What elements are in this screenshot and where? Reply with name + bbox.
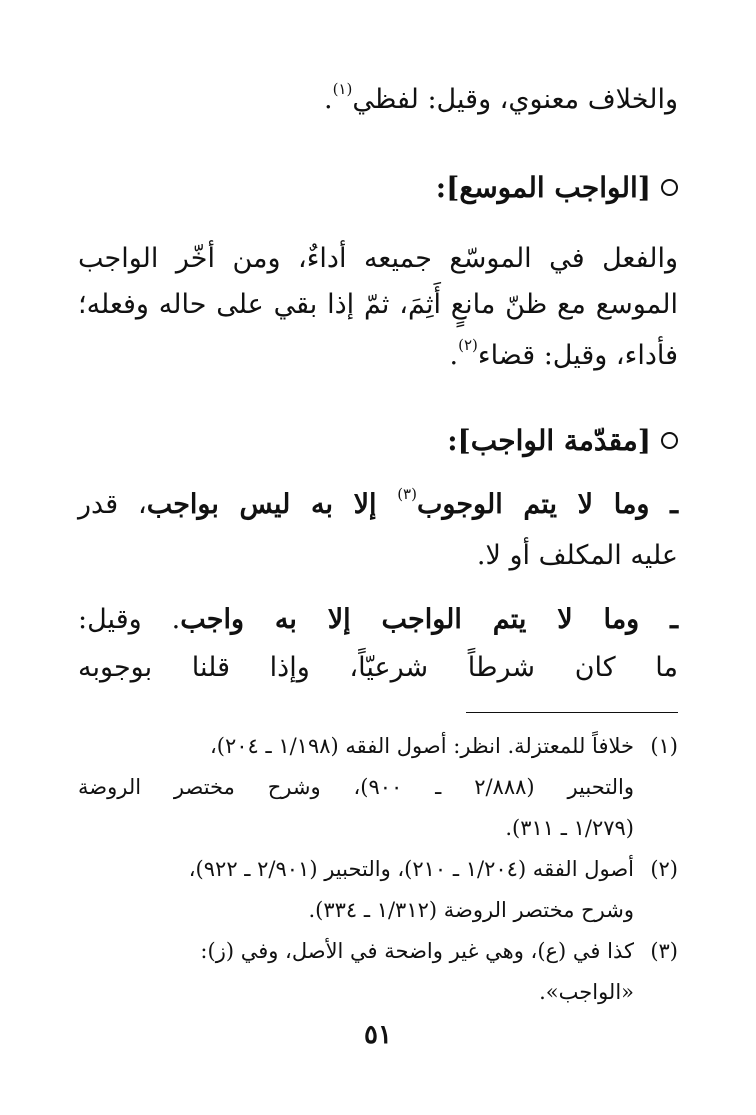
text-segment: . [449,340,459,371]
document-page [78,0,678,1115]
footnote-number: (٢) [650,857,678,881]
footnote-text: (١/٢٧٩ ـ ٣١١). [505,816,634,840]
footnote-3-line-2 [78,976,634,1008]
footnote-ref-2[interactable]: (٢) [458,336,478,354]
text-segment: عليه المكلف أو لا. [476,540,678,571]
bold-rule-text: ـ وما لا يتم الوجوب [416,489,679,520]
bold-rule-text: ـ وما لا يتم الواجب إلا به واجب [180,604,678,635]
text-line-4 [78,336,678,376]
footnote-text: «الواجب». [539,980,634,1004]
text-line-1 [78,80,678,120]
text-segment: ما كان شرطاً شرعيّاً، وإذا قلنا بوجوبه [78,652,678,683]
footnote-text: وشرح مختصر الروضة (١/٣١٢ ـ ٣٣٤). [308,898,634,922]
text-segment: والخلاف معنوي، وقيل: لفظي [352,84,678,115]
text-line-3 [78,285,678,325]
text-segment: والفعل في الموسّع جميعه أداءٌ، ومن أخّر الواجب [78,243,678,274]
footnote-number: (٣) [650,939,678,963]
circle-bullet-icon [661,432,678,449]
text-line-7 [78,600,678,640]
section-heading-wajib-muwassa [78,168,678,208]
bold-rule-text: إلا به ليس بواجب [146,489,398,520]
footnote-text: كذا في (ع)، وهي غير واضحة في الأصل، وفي (ز): [200,939,634,963]
heading-text: [الواجب الموسع]: [435,171,651,204]
footnote-3 [78,935,678,967]
page-number: ٥١ [364,1020,392,1050]
section-heading-muqaddimat-wajib [78,421,678,461]
footnote-ref-1[interactable]: (١) [332,80,353,98]
footnote-text: خلافاً للمعتزلة. انظر: أصول الفقه (١/١٩٨ ـ ٢٠٤)، [209,734,634,758]
footnote-ref-3[interactable]: (٣) [397,485,417,503]
footnote-text: والتحبير (٢/٨٨٨ ـ ٩٠٠)، وشرح مختصر الروضة [78,775,634,799]
text-line-2 [78,239,678,279]
footnote-separator [466,712,678,713]
text-segment: فأداء، وقيل: قضاء [477,340,678,371]
heading-text: [مقدّمة الواجب]: [447,424,651,457]
footnote-text: أصول الفقه (١/٢٠٤ ـ ٢١٠)، والتحبير (٢/٩٠١ ـ ٩٢٢)، [188,857,634,881]
text-line-8 [78,648,678,688]
text-line-5 [78,485,678,525]
footnote-number: (١) [650,734,678,758]
circle-bullet-icon [661,179,678,196]
footnote-2 [78,853,678,885]
footnote-1 [78,730,678,762]
footnote-1-line-2 [78,771,634,803]
text-segment: . [323,84,333,115]
text-line-6 [78,536,678,576]
footnote-2-line-2 [78,894,634,926]
text-segment: الموسع مع ظنّ مانعٍ أَثِمَ، ثمّ إذا بقي على حاله وفعله؛ [78,289,678,320]
text-segment: ، قدر [78,489,147,520]
text-segment: . وقيل: [78,604,181,635]
footnote-1-line-3 [78,812,634,844]
